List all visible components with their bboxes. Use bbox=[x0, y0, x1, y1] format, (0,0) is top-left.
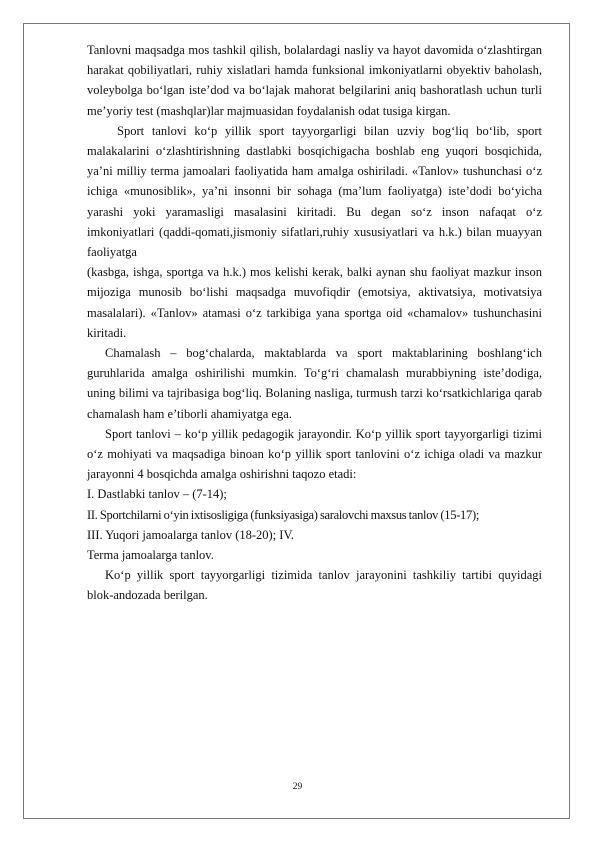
list-item-stage-4: Terma jamoalarga tanlov. bbox=[87, 548, 214, 563]
list-item-stage-3: III. Yuqori jamoalarga tanlov (18-20); IV. bbox=[87, 527, 295, 542]
list-item-stage-2: II. Sportchilarni o‘yin ixtisosligiga (funksiyasiga) saralovchi maxsus tanlov (15-17); bbox=[87, 507, 479, 522]
document-body bbox=[87, 40, 542, 606]
paragraph-selection-tests: Tanlovni maqsadga mos tashkil qilish, bolalardagi nasliy va hayot davomida o‘zlashtirgan harakat qobiliyatlari, ruhiy xislatlari hamda funksional imkoniyatlarni obyektiv baholash, voleybolga bo‘lgan iste’dod va bo‘lajak mahorat belgilarini aniq bashoratlash uchun turli me’yoriy test (mashqlar)lar majmuasidan foydalanish odat tusiga kirgan. bbox=[87, 43, 542, 118]
paragraph-estimation: Chamalash – bog‘chalarda, maktablarda va sport maktablarining boshlang‘ich guruhlarida amalga oshirilishi mumkin. To‘g‘ri chamalash murabbiyning iste’dodiga, uning bilimi va tajribasiga bog‘liq. Bolaning nasliga, turmush tarzi ko‘rsatkichlariga qarab chamalash ham e’tiborli ahamiyatga ega. bbox=[87, 346, 542, 421]
list-item-stage-1: I. Dastlabki tanlov – (7-14); bbox=[87, 487, 227, 502]
paragraph-block-diagram-intro: Ko‘p yillik sport tayyorgarligi tizimida tanlov jarayonini tashkiliy tartibi quyidagi blok-andozada berilgan. bbox=[87, 568, 542, 603]
paragraph-sport-selection: Sport tanlovi ko‘p yillik sport tayyorgarligi bilan uzviy bog‘liq bo‘lib, sport malakalarini o‘zlashtirishning dastlabki bosqichigacha boshlab eng yuqori bosqichida, ya’ni milliy terma jamoalari faoliyatida ham amalga oshiriladi. «Tanlov» tushunchasi o‘z ichiga «munosiblik», ya’ni insonni bir sohaga (ma’lum faoliyatga) iste’dodi bo‘yicha yarashi yoki yaramasligi masalasini kiritadi. Bu degan so‘z inson nafaqat o‘z imkoniyatlari (qaddi-qomati,jismoniy sifatlari,ruhiy xususiyatlari va h.k.) bilan muayyan faoliyatga bbox=[87, 123, 542, 260]
paragraph-suitability: (kasbga, ishga, sportga va h.k.) mos kelishi kerak, balki aynan shu faoliyat mazkur inson mijoziga munosib bo‘lishi maqsadga muvofiqdir (emotsiya, aktivatsiya, motivatsiya masalalari). «Tanlov» atamasi o‘z tarkibiga yana sportga oid «chamalov» tushunchasini kiritadi. bbox=[87, 265, 542, 340]
paragraph-pedagogical-process: Sport tanlovi – ko‘p yillik pedagogik jarayondir. Ko‘p yillik sport tayyorgarligi tizimi o‘z mohiyati va maqsadiga binoan ko‘p yillik sport tanlovini o‘z ichiga oladi va mazkur jarayonni 4 bosqichda amalga oshirishni taqozo etadi: bbox=[87, 426, 542, 482]
page-number: 29 bbox=[292, 782, 303, 792]
